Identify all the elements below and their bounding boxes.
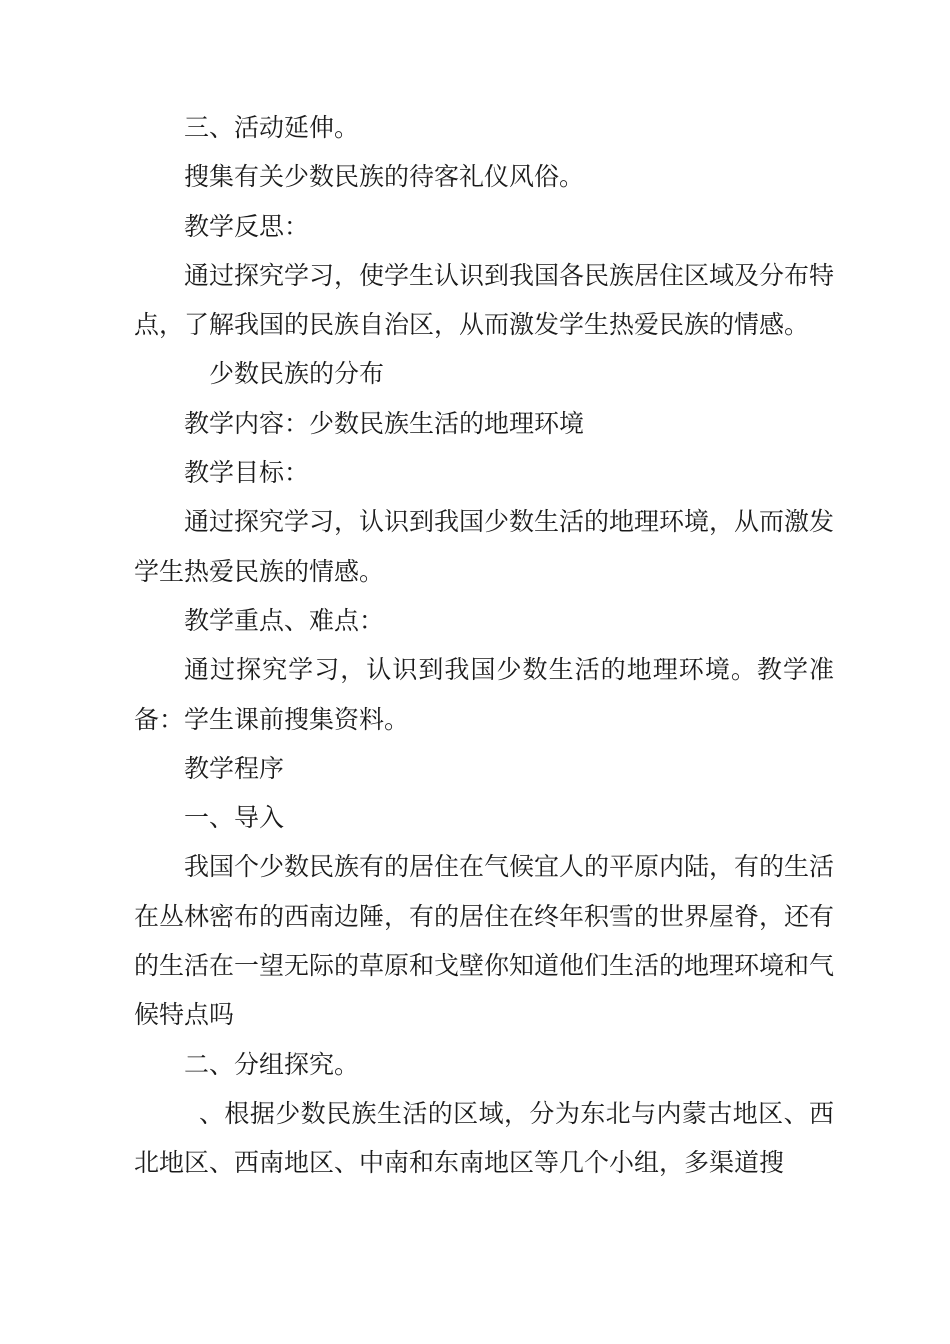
paragraph: 教学内容：少数民族生活的地理环境	[184, 408, 585, 438]
section-heading-group-inquiry: 二、分组探究。	[184, 1049, 360, 1079]
paragraph: 通过探究学习，认识到我国少数生活的地理环境。教学准备：学生课前搜集资料。	[134, 655, 834, 734]
section-heading-activity-extension: 三、活动延伸。	[184, 113, 360, 142]
paragraph: 搜集有关少数民族的待客礼仪风俗。	[184, 162, 585, 192]
document-body	[134, 103, 834, 1188]
section-heading-procedure: 教学程序	[184, 753, 285, 783]
paragraph: 通过探究学习，认识到我国少数生活的地理环境，从而激发学生热爱民族的情感。	[134, 507, 835, 586]
lesson-title: 少数民族的分布	[209, 359, 385, 389]
section-heading-key-points: 教学重点、难点：	[184, 605, 385, 635]
section-heading-objectives: 教学目标：	[184, 458, 310, 488]
section-heading-reflection: 教学反思：	[184, 211, 310, 241]
section-heading-introduction: 一、导入	[184, 803, 285, 833]
paragraph: 、根据少数民族生活的区域，分为东北与内蒙古地区、西北地区、西南地区、中南和东南地区等几个小组，多渠道搜	[134, 1098, 834, 1178]
paragraph: 通过探究学习，使学生认识到我国各民族居住区域及分布特点，了解我国的民族自治区，从而激发学生热爱民族的情感。	[134, 260, 835, 340]
paragraph: 我国个少数民族有的居住在气候宜人的平原内陆，有的生活在丛林密布的西南边陲，有的居住在终年积雪的世界屋脊，还有的生活在一望无际的草原和戈壁你知道他们生活的地理环境和气候特点吗	[134, 852, 835, 1030]
